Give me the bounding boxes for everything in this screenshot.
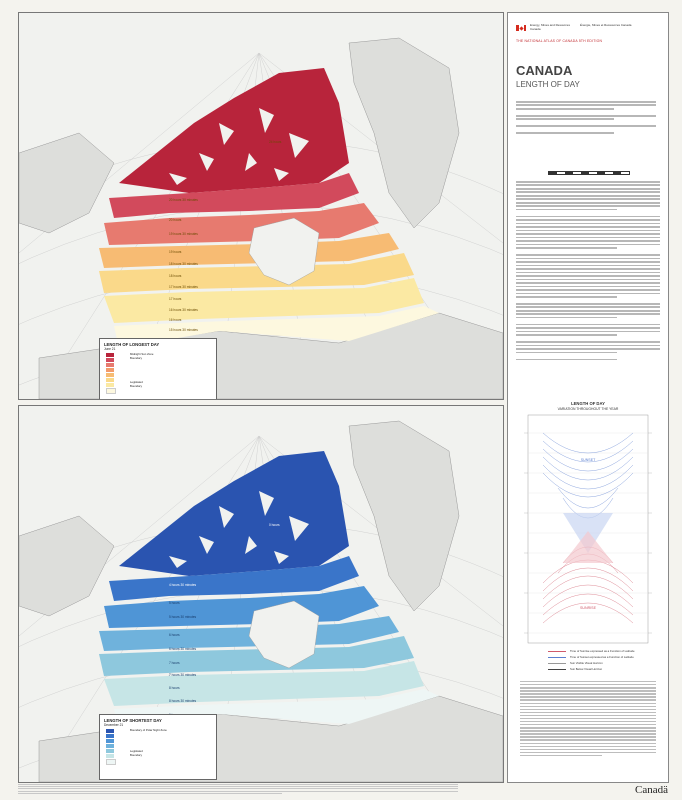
greenland-landmass (349, 421, 459, 611)
credits-lines (516, 101, 656, 134)
canada-wordmark: Canadä (635, 784, 668, 796)
isoline-label-9: 16 hours (169, 318, 182, 322)
legend-swatch (106, 373, 114, 377)
variation-chart-canvas (518, 413, 658, 645)
chart-legend-item (548, 667, 658, 673)
legend-swatch (106, 739, 114, 743)
legend-shortest-day (99, 714, 217, 780)
atlas-edition: THE NATIONAL ATLAS OF CANADA 5TH EDITION (516, 39, 603, 43)
legend-date: December 21 (104, 723, 124, 727)
legend-swatch (106, 759, 116, 765)
isoline-label-5: 18 hours (169, 274, 182, 278)
isoline-label-3: 19 hours (169, 250, 182, 254)
chart-legend-label: Sun Visible Visual Horizon (570, 661, 603, 665)
legend-swatch (106, 353, 114, 357)
isoline-label-1: 20 hours (169, 218, 182, 222)
legend-swatch (106, 729, 114, 733)
credits-text (516, 101, 656, 136)
legend-note: Boundary (130, 356, 142, 360)
department-name-fr: Énergie, Mines et Ressources Canada (580, 23, 632, 27)
variation-chart (518, 413, 658, 645)
department-signature (516, 23, 656, 37)
band-0-hours (119, 451, 349, 576)
isoline-label-6: 17 hours 30 minutes (169, 285, 198, 289)
chart-legend-label: Time of Sunrise expressed as a Function of Latitude (570, 649, 635, 653)
isoline-label-7: 17 hours (169, 297, 182, 301)
legend-longest-day (99, 338, 217, 400)
legend-swatch (106, 383, 114, 387)
isoline-label-8: 8 hours 30 minutes (169, 699, 197, 703)
isoline-label-8: 16 hours 30 minutes (169, 308, 198, 312)
isoline-label-6: 7 hours 30 minutes (169, 673, 197, 677)
isoline-label-24h: 24 hours (269, 140, 282, 144)
alaska-landmass (19, 516, 114, 616)
legend-note: Boundary (130, 384, 142, 388)
legend-swatch (106, 749, 114, 753)
legend-swatch (106, 744, 114, 748)
sunset-label: SUNSET (580, 458, 596, 462)
isoline-label-2: 19 hours 30 minutes (169, 232, 198, 236)
greenland-landmass (349, 38, 459, 228)
legend-swatch (106, 368, 114, 372)
scale-block (528, 161, 648, 177)
chart-caption (520, 681, 656, 758)
legend-note: Legislated (130, 380, 143, 384)
legend-swatch (106, 388, 116, 394)
legend-swatch (106, 363, 114, 367)
legend-note: Legislated (130, 749, 143, 753)
explanatory-text (516, 181, 660, 362)
map-shortest-day (18, 405, 504, 783)
chart-subtitle: VARIATION THROUGHOUT THE YEAR (557, 407, 619, 411)
legend-swatch (106, 378, 114, 382)
legend-swatch (106, 358, 114, 362)
footer-notes (18, 784, 458, 795)
legend-note: Boundary of Polar Night Zone (130, 728, 167, 732)
isoline-label-0h: 0 hours (269, 523, 280, 527)
legend-title: LENGTH OF LONGEST DAY (104, 342, 160, 347)
canada-flag-icon (516, 25, 526, 31)
legend-swatch (106, 734, 114, 738)
isoline-label-0: 20 hours 30 minutes (169, 198, 198, 202)
isoline-label-0: 4 hours 30 minutes (169, 583, 197, 587)
isoline-label-4: 18 hours 30 minutes (169, 262, 198, 266)
department-name-en: Energy, Mines and Resources Canada (530, 23, 570, 31)
page-title: CANADA (516, 63, 573, 78)
sunrise-label: SUNRISE (580, 606, 596, 610)
chart-title: LENGTH OF DAY (571, 401, 605, 406)
isoline-label-10: 15 hours 30 minutes (169, 328, 198, 332)
legend-swatch (106, 754, 114, 758)
map-longest-day-canvas (19, 13, 503, 399)
isoline-label-7: 8 hours (169, 686, 180, 690)
band-24-hours (119, 68, 349, 193)
isoline-label-2: 5 hours 30 minutes (169, 615, 197, 619)
legend-date: June 21 (104, 347, 116, 351)
isoline-label-3: 6 hours (169, 633, 180, 637)
legend-title: LENGTH OF SHORTEST DAY (104, 718, 162, 723)
legend-note: Midnight Sun Zone (130, 352, 154, 356)
isoline-label-4: 6 hours 30 minutes (169, 647, 197, 651)
chart-legend (548, 649, 658, 673)
scale-bar (548, 171, 630, 175)
chart-legend-label: Sun Below Visual Horizon (570, 667, 603, 671)
isoline-label-1: 5 hours (169, 601, 180, 605)
map-longest-day (18, 12, 504, 400)
alaska-landmass (19, 133, 114, 233)
title-panel (507, 12, 669, 783)
chart-legend-label: Time of Sunset expressed as a Function of Latitude (570, 655, 634, 659)
map-shortest-day-canvas (19, 406, 503, 782)
legend-note: Boundary (130, 753, 142, 757)
page-subtitle: LENGTH OF DAY (516, 80, 580, 89)
isoline-label-5: 7 hours (169, 661, 180, 665)
